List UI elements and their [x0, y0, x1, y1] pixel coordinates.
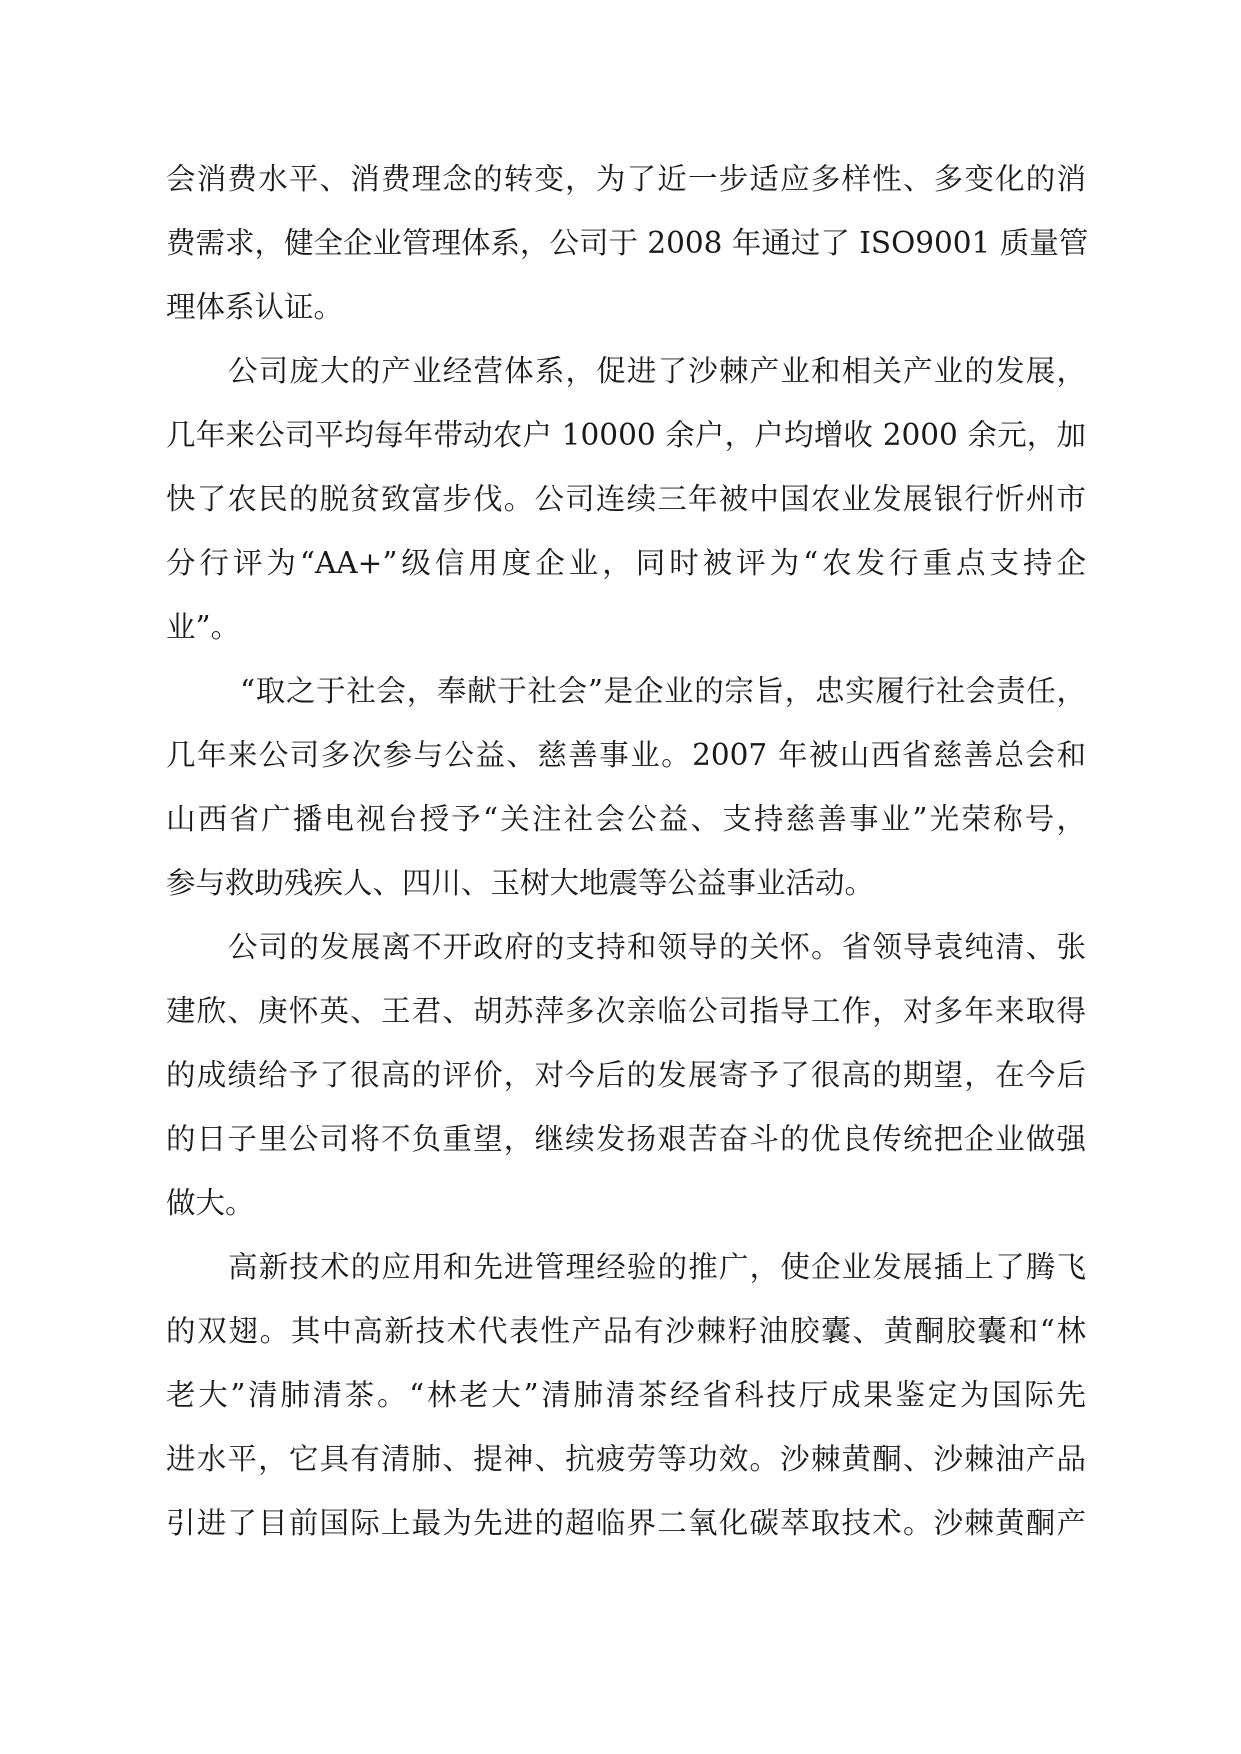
text-line: 费需求，健全企业管理体系，公司于 2008 年通过了 ISO9001 质量管: [166, 226, 1089, 260]
text-line: 山西省广播电视台授予“关注社会公益、支持慈善事业”光荣称号，: [166, 802, 1086, 836]
text-line: 几年来公司多次参与公益、慈善事业。2007 年被山西省慈善总会和: [166, 738, 1086, 772]
text-line: 业”。: [166, 610, 241, 644]
text-line: 几年来公司平均每年带动农户 10000 余户，户均增收 2000 余元，加: [166, 418, 1086, 452]
text-line: 建欣、庚怀英、王君、胡苏萍多次亲临公司指导工作，对多年来取得: [166, 994, 1086, 1028]
text-line: 高新技术的应用和先进管理经验的推广，使企业发展插上了腾飞: [228, 1250, 1086, 1284]
text-line: 快了农民的脱贫致富步伐。公司连续三年被中国农业发展银行忻州市: [166, 482, 1086, 516]
text-line: 的双翅。其中高新技术代表性产品有沙棘籽油胶囊、黄酮胶囊和“林: [166, 1314, 1086, 1348]
text-line: 进水平，它具有清肺、提神、抗疲劳等功效。沙棘黄酮、沙棘油产品: [166, 1442, 1086, 1476]
text-line: 公司庞大的产业经营体系，促进了沙棘产业和相关产业的发展，: [228, 354, 1086, 388]
text-line: 会消费水平、消费理念的转变，为了近一步适应多样性、多变化的消: [166, 162, 1086, 196]
text-line: 公司的发展离不开政府的支持和领导的关怀。省领导袁纯清、张: [228, 930, 1086, 964]
text-line: “取之于社会，奉献于社会”是企业的宗旨，忠实履行社会责任，: [240, 674, 1086, 708]
text-line: 的日子里公司将不负重望，继续发扬艰苦奋斗的优良传统把企业做强: [166, 1122, 1086, 1156]
text-line: 参与救助残疾人、四川、玉树大地震等公益事业活动。: [166, 866, 875, 900]
text-line: 老大”清肺清茶。“林老大”清肺清茶经省科技厅成果鉴定为国际先: [166, 1378, 1086, 1412]
text-line: 引进了目前国际上最为先进的超临界二氧化碳萃取技术。沙棘黄酮产: [166, 1506, 1086, 1540]
text-line: 的成绩给予了很高的评价，对今后的发展寄予了很高的期望，在今后: [166, 1058, 1086, 1092]
text-line: 理体系认证。: [166, 290, 344, 324]
text-line: 分行评为“AA+”级信用度企业，同时被评为“农发行重点支持企: [166, 546, 1086, 580]
text-line: 做大。: [166, 1186, 255, 1220]
